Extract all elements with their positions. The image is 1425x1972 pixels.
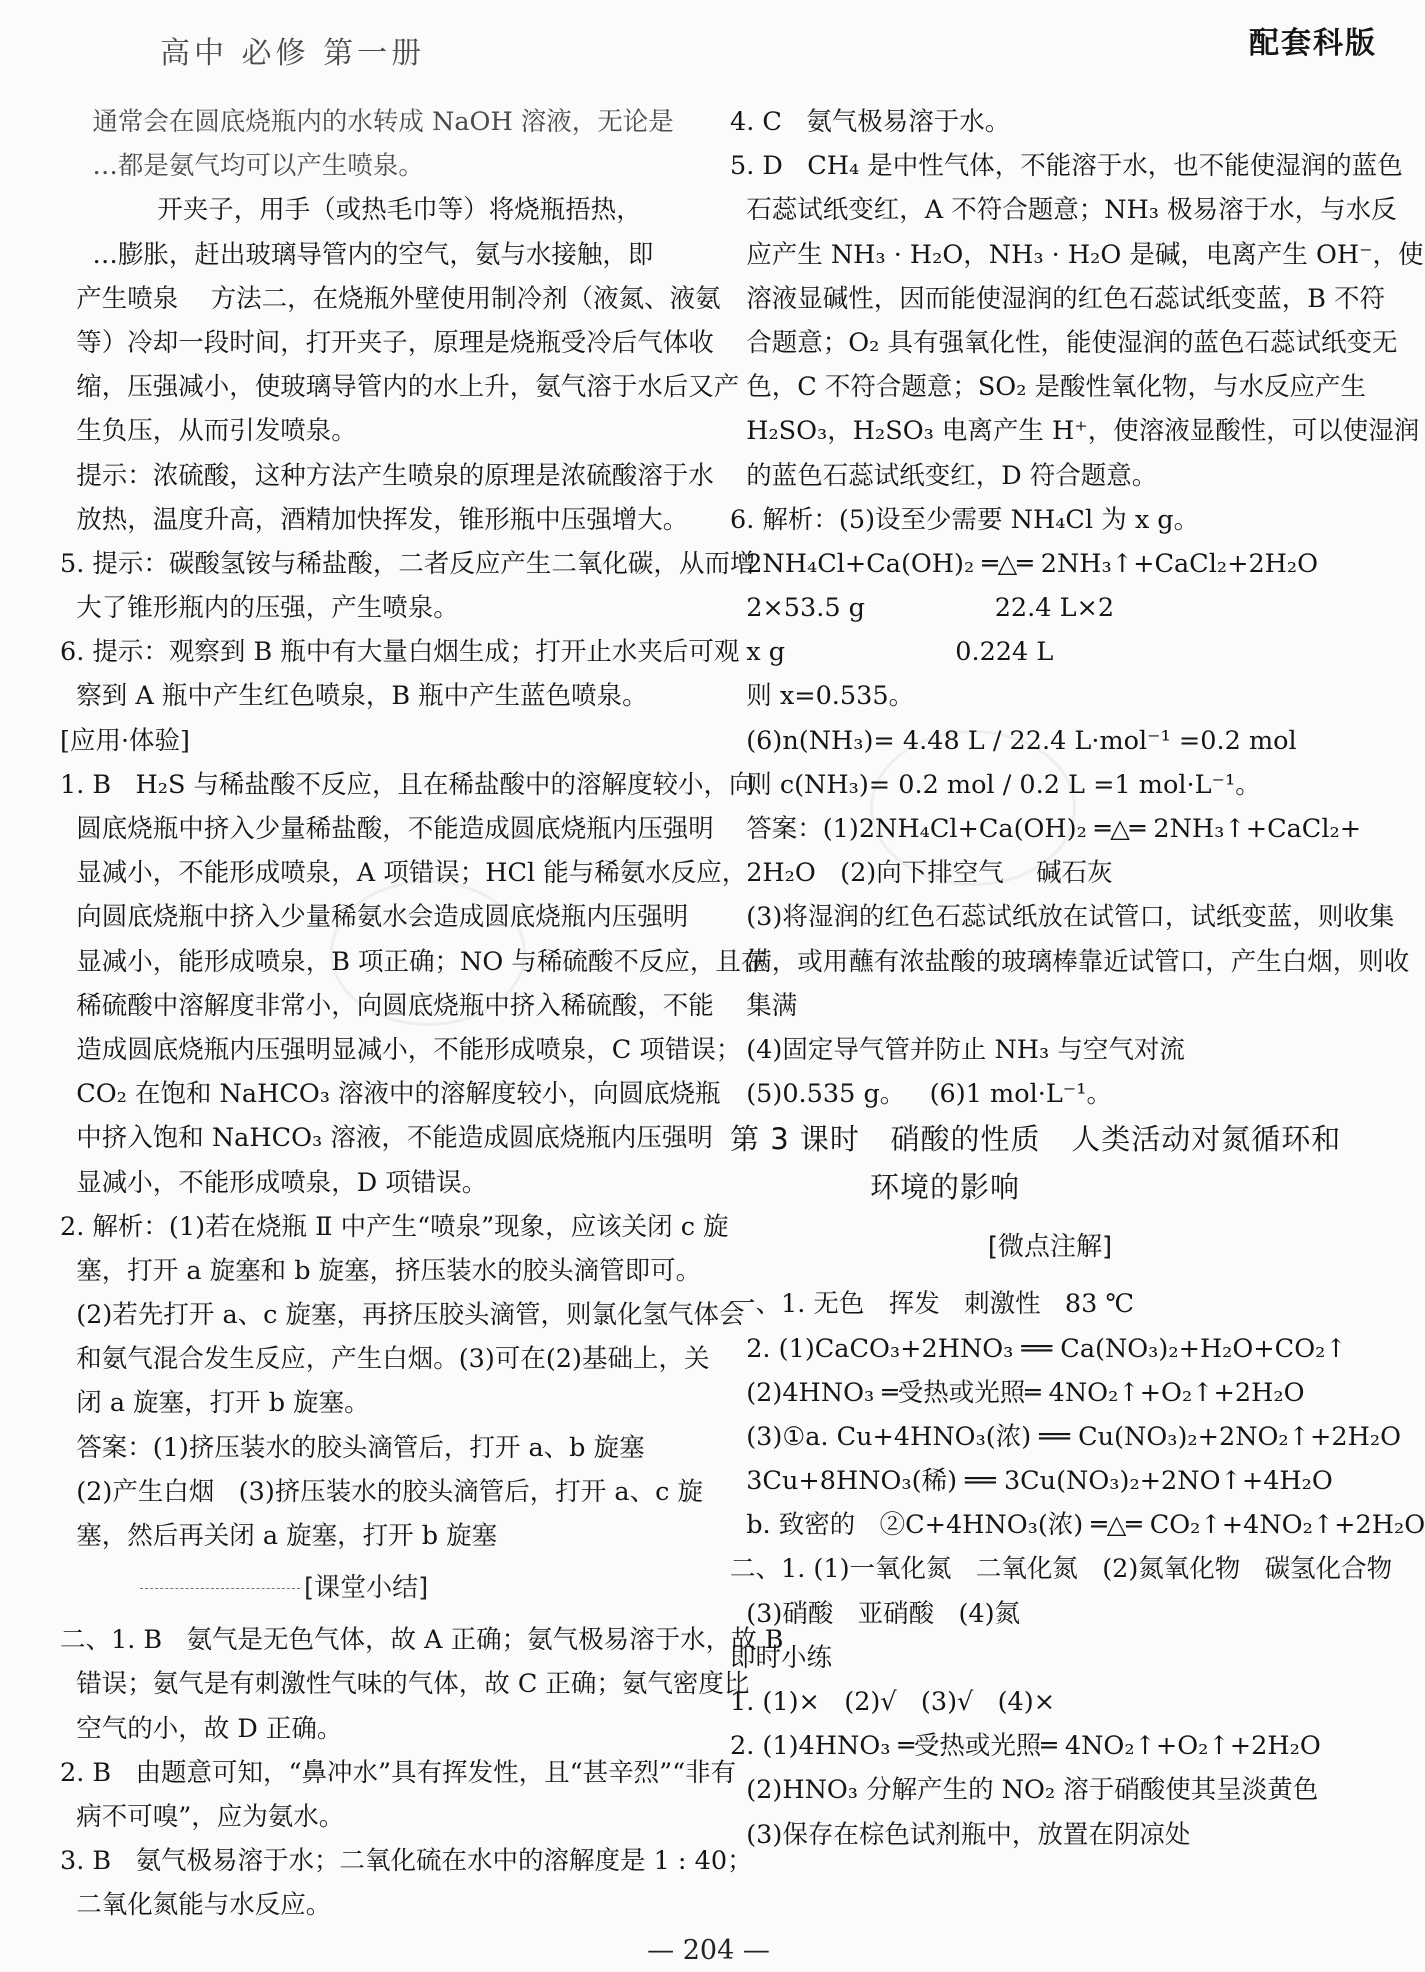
equation-line: 答案：(1)2NH₄Cl+Ca(OH)₂ ═△═ 2NH₃↑+CaCl₂+ [730, 814, 1362, 844]
text-line: 空气的小，故 D 正确。 [60, 1713, 343, 1744]
text-line: …都是氨气均可以产生喷泉。 [60, 151, 424, 182]
equation-line: 2. (1)CaCO₃+2HNO₃ ══ Ca(NO₃)₂+H₂O+CO₂↑ [730, 1333, 1347, 1364]
answer-2-2: 2. B 由题意可知，“鼻冲水”具有挥发性，且“甚辛烈”“非有 [60, 1757, 737, 1788]
text-line: 应产生 NH₃ · H₂O，NH₃ · H₂O 是碱，电离产生 OH⁻，使 [730, 239, 1424, 270]
text-line: 和氨气混合发生反应，产生白烟。(3)可在(2)基础上，关 [60, 1344, 710, 1375]
practice-label: 即时小练 [730, 1642, 833, 1673]
text-line: 的蓝色石蕊试纸变红，D 符合题意。 [730, 460, 1158, 491]
text-line: 满，或用蘸有浓盐酸的玻璃棒靠近试管口，产生白烟，则收 [730, 946, 1410, 977]
answer-group-2-1: 二、1. B 氨气是无色气体，故 A 正确；氨气极易溶于水，故 B [60, 1625, 784, 1656]
text-line: (3)硝酸 亚硝酸 (4)氮 [730, 1598, 1021, 1629]
edition-label: 配套科版 [1249, 26, 1377, 61]
box-title-text: [课堂小结] [304, 1573, 429, 1604]
text-line: CO₂ 在饱和 NaHCO₃ 溶液中的溶解度较小，向圆底烧瓶 [60, 1079, 721, 1110]
text-line: (2)HNO₃ 分解产生的 NO₂ 溶于硝酸使其呈淡黄色 [730, 1775, 1319, 1806]
answer-6: 6. 提示：观察到 B 瓶中有大量白烟生成；打开止水夹后可观 [60, 637, 740, 668]
text-line: 通常会在圆底烧瓶内的水转成 NaOH 溶液，无论是 [60, 107, 674, 137]
text-line: …膨胀，赶出玻璃导管内的空气，氨与水接触，即 [60, 239, 654, 270]
equation-line: 2×53.5 g 22.4 L×2 [730, 593, 1115, 624]
book-title: 高中 必修 第一册 [160, 36, 426, 71]
equation-line: (2)4HNO₃ ═受热或光照═ 4NO₂↑+O₂↑+2H₂O [730, 1377, 1305, 1408]
text-line: (3)将湿润的红色石蕊试纸放在试管口，试纸变蓝，则收集 [730, 902, 1395, 933]
section-heading: 第 3 课时 硝酸的性质 人类活动对氮循环和 [730, 1122, 1342, 1157]
text-line: 生负压，从而引发喷泉。 [60, 416, 357, 447]
text-line: 显减小，不能形成喷泉，A 项错误；HCl 能与稀氨水反应， [60, 858, 748, 889]
answer-1: 1. B H₂S 与稀盐酸不反应，且在稀盐酸中的溶解度较小，向 [60, 769, 755, 800]
equation-line: 3Cu+8HNO₃(稀) ══ 3Cu(NO₃)₂+2NO↑+4H₂O [730, 1466, 1333, 1497]
text-line: (4)固定导气管并防止 NH₃ 与空气对流 [730, 1034, 1185, 1065]
box-title-notes: [微点注解] [987, 1232, 1113, 1263]
text-line: 提示：浓硫酸，这种方法产生喷泉的原理是浓硫酸溶于水 [60, 460, 714, 491]
right-column [730, 100, 1425, 1857]
equation-line: x g 0.224 L [730, 637, 1054, 668]
text-line: 圆底烧瓶中挤入少量稀盐酸，不能造成圆底烧瓶内压强明 [60, 814, 714, 844]
text-line: 集满 [730, 990, 798, 1021]
equation-line: 2NH₄Cl+Ca(OH)₂ ═△═ 2NH₃↑+CaCl₂+2H₂O [730, 548, 1319, 579]
text-line: 显减小，能形成喷泉，B 项正确；NO 与稀硫酸不反应，且在 [60, 946, 767, 977]
text-line: (2)产生白烟 (3)挤压装水的胶头滴管后，打开 a、c 旋 [60, 1476, 703, 1507]
answer-group-2: 二、1. (1)一氧化氮 二氧化氮 (2)氮氧化物 碳氢化合物 [730, 1554, 1393, 1585]
answer-5: 5. D CH₄ 是中性气体，不能溶于水，也不能使湿润的蓝色 [730, 151, 1403, 182]
text-line: 合题意；O₂ 具有强氧化性，能使湿润的蓝色石蕊试纸变无 [730, 327, 1398, 358]
text-line: 察到 A 瓶中产生红色喷泉，B 瓶中产生蓝色喷泉。 [60, 681, 648, 712]
practice-answer-1: 1. (1)× (2)√ (3)√ (4)× [730, 1687, 1056, 1717]
text-line: 显减小，不能形成喷泉，D 项错误。 [60, 1167, 488, 1198]
text-line: (2)若先打开 a、c 旋塞，再挤压胶头滴管，则氯化氢气体会 [60, 1300, 745, 1331]
box-title-summary [60, 1558, 692, 1618]
text-line: 色，C 不符合题意；SO₂ 是酸性氧化物，与水反应产生 [730, 372, 1367, 403]
text-line: 中挤入饱和 NaHCO₃ 溶液，不能造成圆底烧瓶内压强明 [60, 1123, 713, 1154]
text-line: 塞，打开 a 旋塞和 b 旋塞，挤压装水的胶头滴管即可。 [60, 1255, 702, 1286]
text-line: 闭 a 旋塞，打开 b 旋塞。 [60, 1388, 370, 1419]
text-line: 开夹子，用手（或热毛巾等）将烧瓶捂热， [60, 195, 642, 226]
text-line: 缩，压强减小，使玻璃导管内的水上升，氨气溶于水后又产 [60, 372, 740, 403]
text-line: H₂SO₃，H₂SO₃ 电离产生 H⁺，使溶液显酸性，可以使湿润 [730, 416, 1420, 447]
text-line: (5)0.535 g。 (6)1 mol·L⁻¹。 [730, 1079, 1112, 1110]
text-line: 放热，温度升高，酒精加快挥发，锥形瓶中压强增大。 [60, 504, 689, 535]
text-line: 则 x=0.535。 [730, 681, 915, 712]
answer-2-3: 3. B 氨气极易溶于水；二氧化硫在水中的溶解度是 1 : 40； [60, 1846, 753, 1877]
text-line: 造成圆底烧瓶内压强明显减小，不能形成喷泉，C 项错误； [60, 1034, 742, 1065]
section-label-application: [应用·体验] [60, 725, 191, 756]
equation-line: (6)n(NH₃)= 4.48 L / 22.4 L·mol⁻¹ =0.2 mol [730, 725, 1297, 756]
text-line: 二氧化氮能与水反应。 [60, 1890, 332, 1921]
text-line: 错误；氨气是有刺激性气味的气体，故 C 正确；氨气密度比 [60, 1669, 750, 1700]
practice-answer-2: 2. (1)4HNO₃ ═受热或光照═ 4NO₂↑+O₂↑+2H₂O [730, 1731, 1321, 1762]
equation-line: b. 致密的 ②C+4HNO₃(浓) ═△═ CO₂↑+4NO₂↑+2H₂O [730, 1510, 1425, 1541]
text-line: 塞，然后再关闭 a 旋塞，打开 b 旋塞 [60, 1521, 498, 1551]
text-line: 等）冷却一段时间，打开夹子，原理是烧瓶受冷后气体收 [60, 327, 714, 358]
text-line: 产生喷泉 方法二，在烧瓶外壁使用制冷剂（液氮、液氨 [60, 283, 721, 314]
text-line: 2H₂O (2)向下排空气 碱石灰 [730, 858, 1113, 889]
text-line: 答案：(1)挤压装水的胶头滴管后，打开 a、b 旋塞 [60, 1432, 645, 1463]
text-line: 稀硫酸中溶解度非常小，向圆底烧瓶中挤入稀硫酸，不能 [60, 990, 714, 1021]
text-line: 溶液显碱性，因而能使湿润的红色石蕊试纸变蓝，B 不符 [730, 283, 1386, 314]
answer-6: 6. 解析：(5)设至少需要 NH₄Cl 为 x g。 [730, 504, 1200, 535]
text-line: 大了锥形瓶内的压强，产生喷泉。 [60, 593, 459, 624]
text-line: 石蕊试纸变红，A 不符合题意；NH₃ 极易溶于水，与水反 [730, 195, 1397, 226]
page-number: — 204 — [647, 1935, 770, 1966]
answer-5: 5. 提示：碳酸氢铵与稀盐酸，二者反应产生二氧化碳，从而增 [60, 548, 756, 579]
dashed-rule [140, 1588, 300, 1589]
answer-4: 4. C 氨气极易溶于水。 [730, 107, 1011, 137]
text-line: 向圆底烧瓶中挤入少量稀氨水会造成圆底烧瓶内压强明 [60, 902, 689, 933]
section-heading-cont: 环境的影响 [870, 1170, 1021, 1205]
text-line: 病不可嗅”，应为氨水。 [60, 1801, 345, 1832]
equation-line: (3)①a. Cu+4HNO₃(浓) ══ Cu(NO₃)₂+2NO₂↑+2H₂O [730, 1421, 1401, 1452]
text-line: (3)保存在棕色试剂瓶中，放置在阴凉处 [730, 1819, 1191, 1850]
answer-2: 2. 解析：(1)若在烧瓶 Ⅱ 中产生“喷泉”现象，应该关闭 c 旋 [60, 1211, 729, 1242]
answer-group-1: 一、1. 无色 挥发 刺激性 83 ℃ [730, 1289, 1134, 1320]
equation-line: 则 c(NH₃)= 0.2 mol / 0.2 L =1 mol·L⁻¹。 [730, 769, 1261, 800]
